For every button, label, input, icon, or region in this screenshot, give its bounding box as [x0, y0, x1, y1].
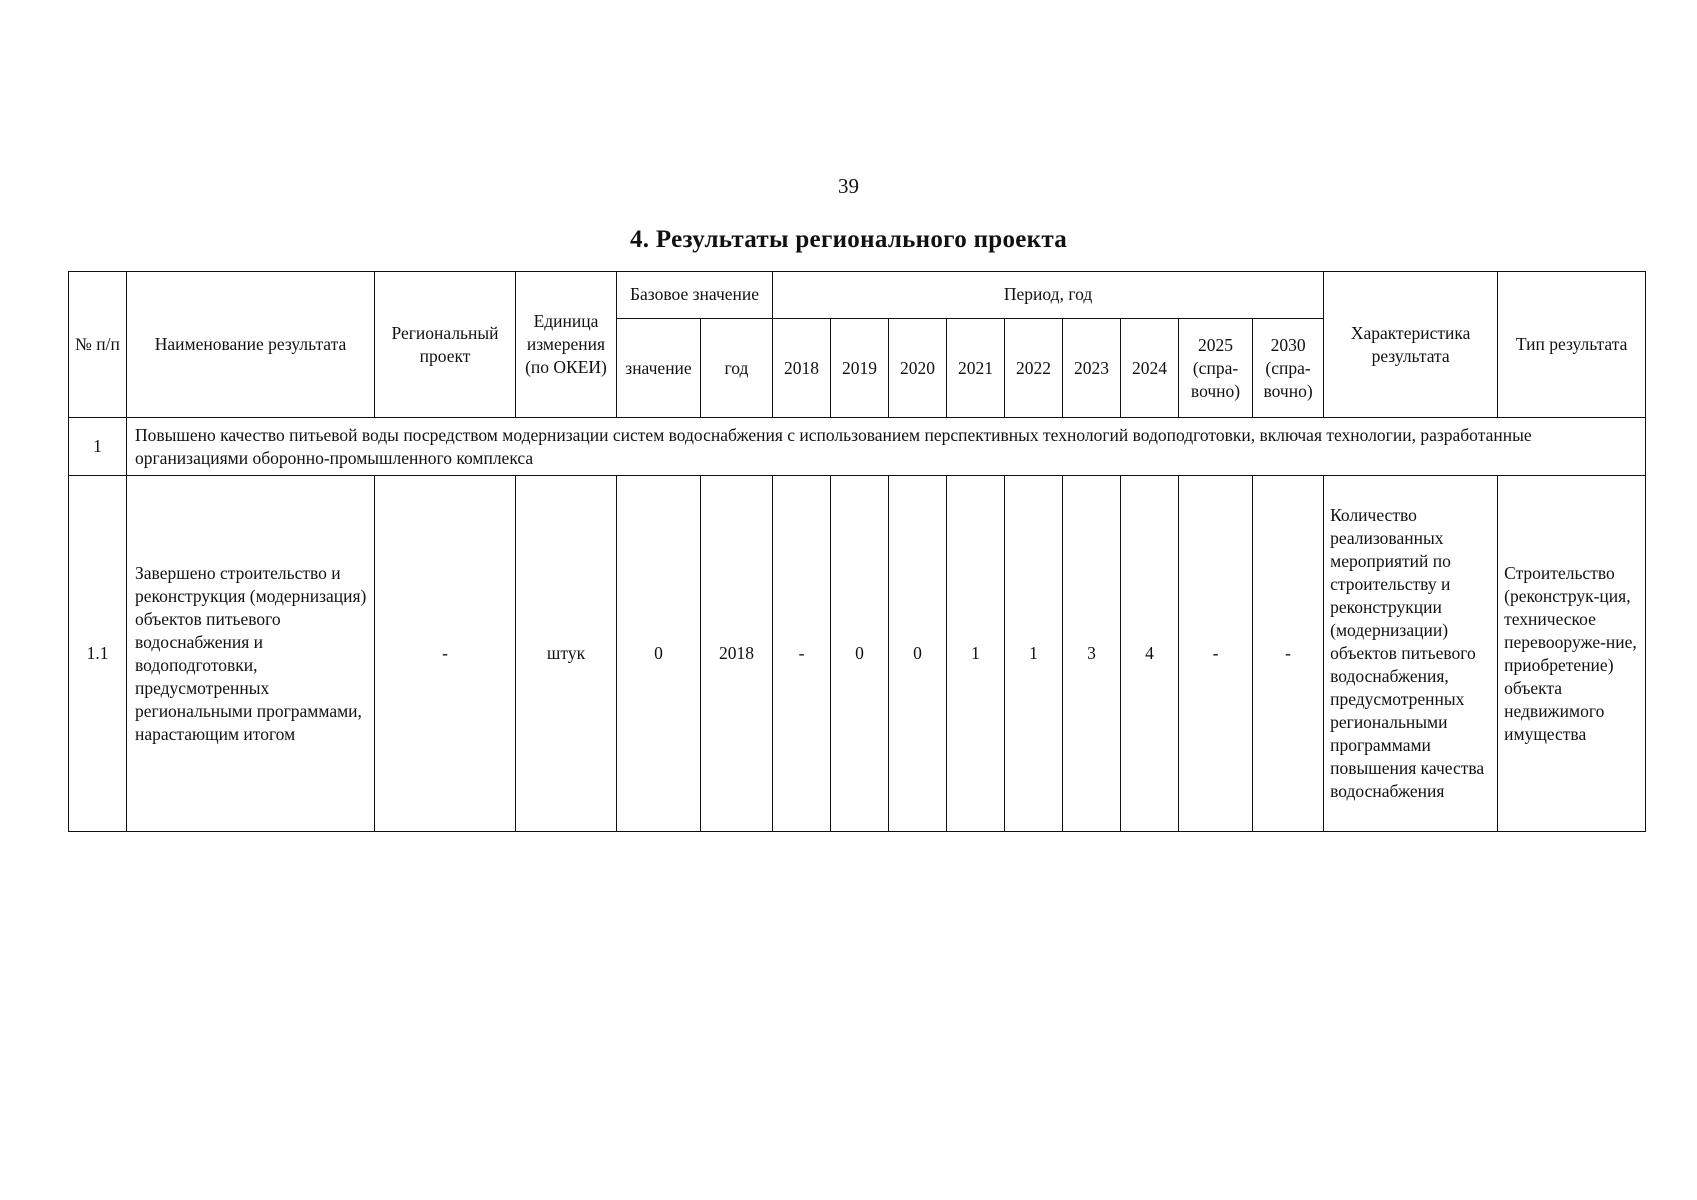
header-row-1 [69, 272, 1646, 319]
group-row [69, 418, 1646, 476]
header-period: Период, год [773, 272, 1324, 319]
header-year: 2018 [773, 319, 831, 418]
row-value-2023: 3 [1063, 476, 1121, 832]
header-year: 2024 [1121, 319, 1179, 418]
header-year: 2030 (спра-вочно) [1253, 319, 1324, 418]
header-base-value: Базовое значение [617, 272, 773, 319]
row-value-2024: 4 [1121, 476, 1179, 832]
row-value-2025: - [1179, 476, 1253, 832]
row-value-2020: 0 [889, 476, 947, 832]
results-table [68, 271, 1646, 832]
row-characteristic: Количество реализованных мероприятий по строительству и реконструкции (модернизации) объектов питьевого водоснабжения, предусмотренных региональными программами повышения качества водоснабжения [1324, 476, 1498, 832]
header-year: 2023 [1063, 319, 1121, 418]
row-value-2018: - [773, 476, 831, 832]
header-name: Наименование результата [127, 272, 375, 418]
header-year: 2019 [831, 319, 889, 418]
header-year: 2025 (спра-вочно) [1179, 319, 1253, 418]
header-num: № п/п [69, 272, 127, 418]
row-unit: штук [516, 476, 617, 832]
header-year: 2022 [1005, 319, 1063, 418]
header-year: 2021 [947, 319, 1005, 418]
group-row-num: 1 [69, 418, 127, 476]
header-year: 2020 [889, 319, 947, 418]
table-row [69, 476, 1646, 832]
row-value-2019: 0 [831, 476, 889, 832]
group-row-text: Повышено качество питьевой воды посредством модернизации систем водоснабжения с использованием перспективных технологий водоподготовки, включая технологии, разработанные организациями оборонно-промышленного комплекса [127, 418, 1646, 476]
row-value-2021: 1 [947, 476, 1005, 832]
section-title: 4. Результаты регионального проекта [629, 226, 1068, 253]
header-characteristic: Характеристика результата [1324, 272, 1498, 418]
row-base-year: 2018 [701, 476, 773, 832]
header-regional-project: Региональный проект [375, 272, 516, 418]
page-number: 39 [838, 174, 859, 198]
row-regional-project: - [375, 476, 516, 832]
header-base-value-value: значение [617, 319, 701, 418]
header-base-value-year: год [701, 319, 773, 418]
row-base-value: 0 [617, 476, 701, 832]
row-type: Строительство (реконструк-ция, техническое перевооруже-ние, приобретение) объекта недвижимого имущества [1498, 476, 1646, 832]
row-value-2030: - [1253, 476, 1324, 832]
row-num: 1.1 [69, 476, 127, 832]
header-unit: Единица измерения (по ОКЕИ) [516, 272, 617, 418]
row-value-2022: 1 [1005, 476, 1063, 832]
header-type: Тип результата [1498, 272, 1646, 418]
row-name: Завершено строительство и реконструкция (модернизация) объектов питьевого водоснабжения и водоподготовки, предусмотренных региональными программами, нарастающим итогом [127, 476, 375, 832]
